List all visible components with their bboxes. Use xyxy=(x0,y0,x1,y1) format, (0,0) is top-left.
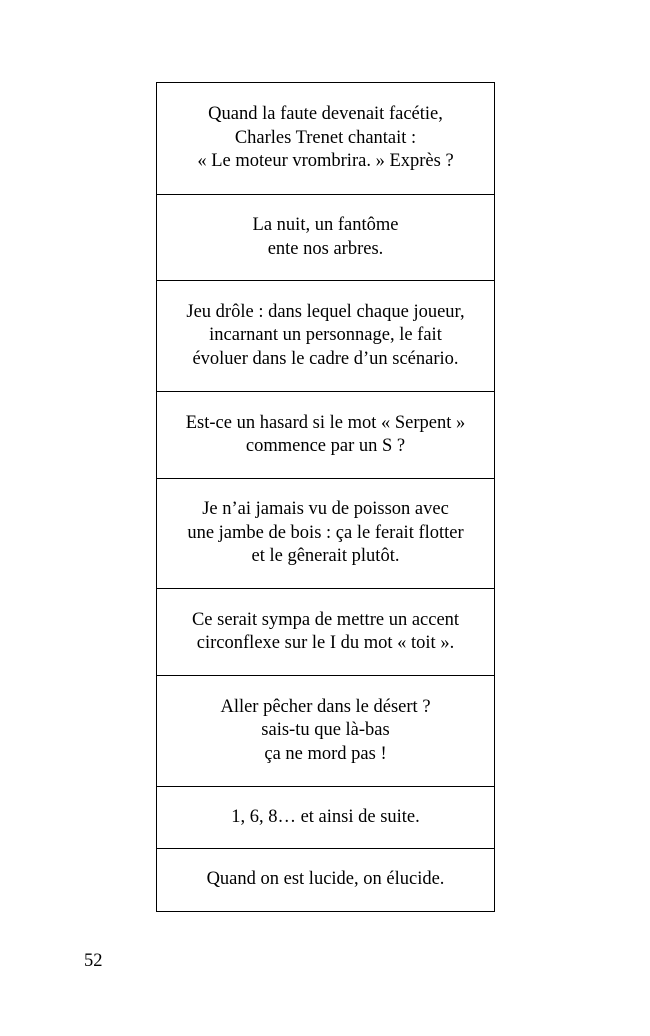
cell-text-line: Charles Trenet chantait : xyxy=(234,127,417,148)
cell-text-line: évoluer dans le cadre d’un scénario. xyxy=(192,348,459,369)
cell-text-line: commence par un S ? xyxy=(245,436,406,456)
table-row xyxy=(157,676,494,787)
cell-text-line: Quand on est lucide, on élucide. xyxy=(206,869,445,890)
cell-text-line: et le gênerait plutôt. xyxy=(251,546,400,567)
cell-text-line: une jambe de bois : ça le ferait flotter xyxy=(187,522,464,543)
cell-text-line: Aller pêcher dans le désert ? xyxy=(220,696,431,717)
cell-text-line: La nuit, un fantôme xyxy=(252,215,399,235)
cell-text-line: circonflexe sur le I du mot « toit ». xyxy=(196,633,455,653)
cell-text-line: incarnant un personnage, le fait xyxy=(209,325,442,346)
cell-text-line: « Le moteur vrombrira. » Exprès ? xyxy=(197,151,454,172)
cell-text-line: Jeu drôle : dans lequel chaque joueur, xyxy=(186,301,465,322)
table-row xyxy=(157,849,494,911)
table-row xyxy=(157,787,494,849)
table-row xyxy=(157,479,494,589)
cell-text-line: Est-ce un hasard si le mot « Serpent » xyxy=(185,412,466,433)
cell-text-line: ente nos arbres. xyxy=(267,238,384,259)
table-row xyxy=(157,589,494,676)
table-row xyxy=(157,281,494,392)
page-number: 52 xyxy=(84,951,103,971)
cell-text-line: sais-tu que là-bas xyxy=(261,720,390,741)
table-row xyxy=(157,392,494,479)
cell-text-line: 1, 6, 8… et ainsi de suite. xyxy=(231,806,420,827)
table-row xyxy=(157,195,494,281)
table-row xyxy=(157,83,494,195)
cell-text-line: ça ne mord pas ! xyxy=(264,743,387,764)
cell-text-line: Quand la faute devenait facétie, xyxy=(208,104,443,125)
joke-table xyxy=(156,82,495,912)
cell-text-line: Ce serait sympa de mettre un accent xyxy=(191,609,460,630)
cell-text-line: Je n’ai jamais vu de poisson avec xyxy=(202,499,449,520)
